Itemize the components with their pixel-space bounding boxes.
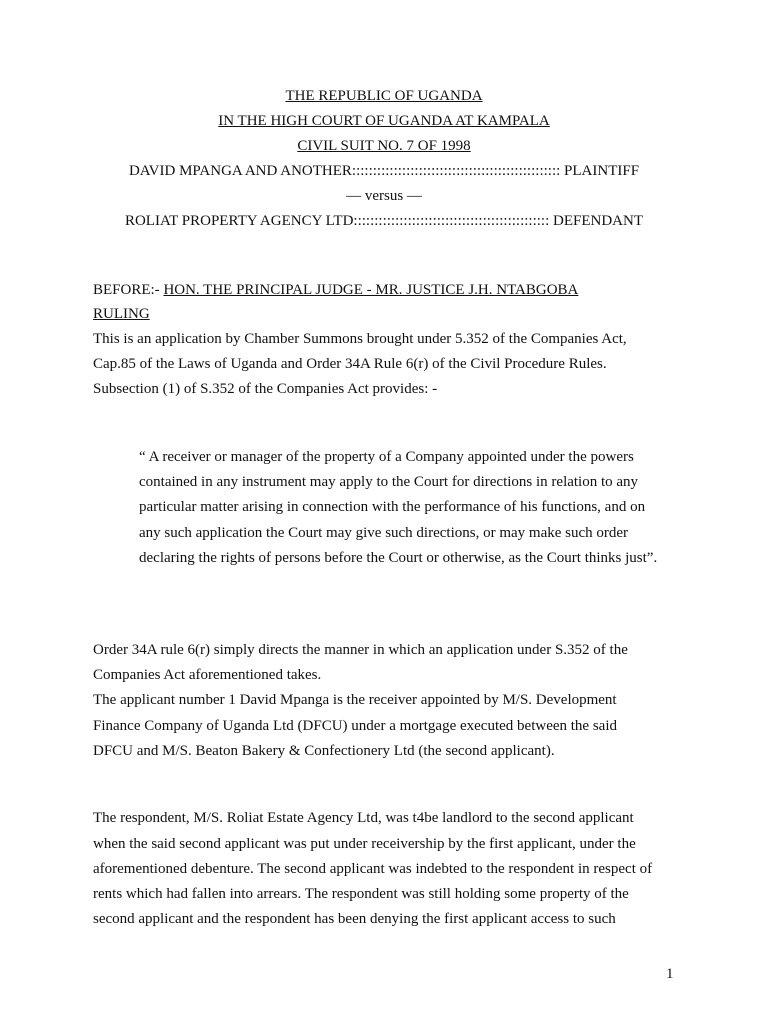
ruling-heading: RULING bbox=[93, 306, 150, 322]
paragraph-line: This is an application by Chamber Summons brought under 5.352 of the Companies Act, bbox=[93, 331, 627, 347]
plaintiff-line: DAVID MPANGA AND ANOTHER:::::::::::::::::::::::::::::::::::::::::::::::::: PLAINTIFF bbox=[128, 163, 640, 179]
paragraph-line: Finance Company of Uganda Ltd (DFCU) under a mortgage executed between the said bbox=[93, 718, 618, 734]
defendant-line: ROLIAT PROPERTY AGENCY LTD::::::::::::::::::::::::::::::::::::::::::::::: DEFENDANT bbox=[124, 213, 644, 229]
before-label: BEFORE:- bbox=[93, 282, 164, 298]
judge-name: HON. THE PRINCIPAL JUDGE - MR. JUSTICE J.H. NTABGOBA bbox=[163, 282, 579, 298]
quote-line: any such application the Court may give such directions, or may make such order bbox=[139, 525, 629, 541]
paragraph-line: Cap.85 of the Laws of Uganda and Order 34A Rule 6(r) of the Civil Procedure Rules. bbox=[93, 356, 607, 372]
paragraph-line: Order 34A rule 6(r) simply directs the manner in which an application under S.352 of the bbox=[93, 642, 628, 658]
republic-heading: THE REPUBLIC OF UGANDA bbox=[285, 88, 483, 104]
paragraph-line: aforementioned debenture. The second applicant was indebted to the respondent in respect of bbox=[93, 861, 653, 877]
paragraph-line: The applicant number 1 David Mpanga is the receiver appointed by M/S. Development bbox=[93, 692, 617, 708]
quote-line: contained in any instrument may apply to the Court for directions in relation to any bbox=[139, 474, 639, 490]
page-number: 1 bbox=[666, 966, 674, 982]
paragraph-line: Companies Act aforementioned takes. bbox=[93, 667, 322, 683]
quote-line: declaring the rights of persons before the Court or otherwise, as the Court thinks just”. bbox=[139, 550, 658, 566]
paragraph-line: when the said second applicant was put under receivership by the first applicant, under the bbox=[93, 836, 636, 852]
quote-line: particular matter arising in connection with the performance of his functions, and on bbox=[139, 499, 646, 515]
versus-line: — versus — bbox=[346, 188, 422, 204]
paragraph-line: The respondent, M/S. Roliat Estate Agency Ltd, was t4be landlord to the second applicant bbox=[93, 810, 634, 826]
paragraph-line: rents which had fallen into arrears. The respondent was still holding some property of the bbox=[93, 886, 629, 902]
paragraph-line: second applicant and the respondent has been denying the first applicant access to such bbox=[93, 911, 616, 927]
before-line bbox=[93, 280, 578, 300]
paragraph-line: DFCU and M/S. Beaton Bakery & Confectionery Ltd (the second applicant). bbox=[93, 743, 555, 759]
quote-line: “ A receiver or manager of the property of a Company appointed under the powers bbox=[139, 449, 634, 465]
court-heading: IN THE HIGH COURT OF UGANDA AT KAMPALA bbox=[218, 113, 550, 129]
paragraph-line: Subsection (1) of S.352 of the Companies Act provides: - bbox=[93, 381, 438, 397]
suit-number: CIVIL SUIT NO. 7 OF 1998 bbox=[297, 138, 471, 154]
